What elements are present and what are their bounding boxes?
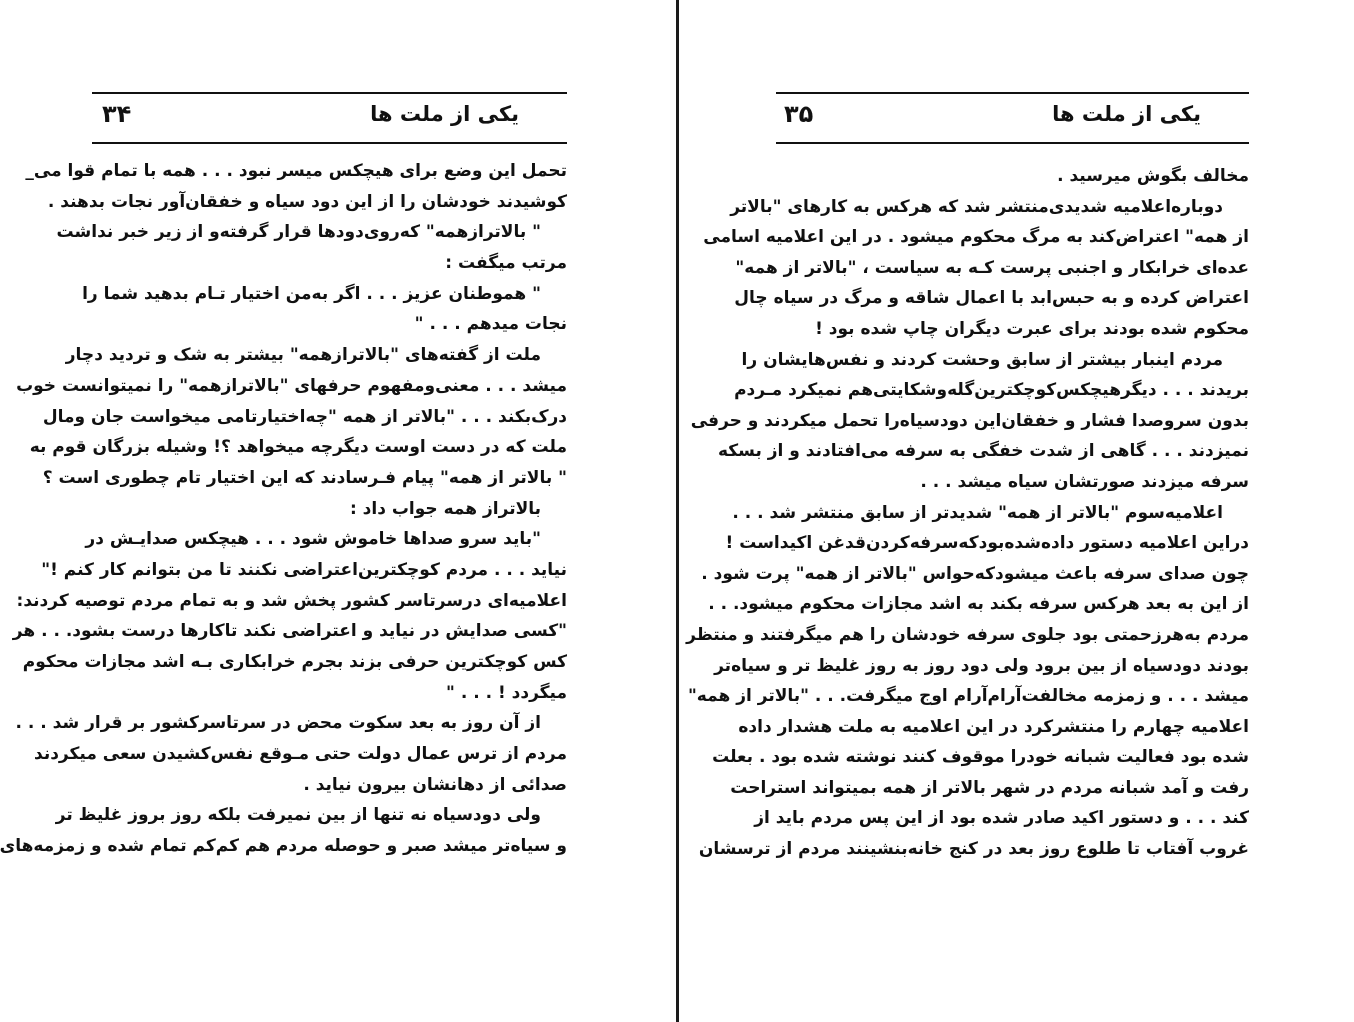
text-line: اعلامیه‌ای درسرتاسر کشور پخش شد و به تمام مردم توصیه کردند: (16, 590, 567, 611)
text-line: نیاید . . . مردم کوچکترین‌اعتراضی نکنند تا من بتوانم کار کنم !" (41, 559, 567, 580)
text-line: اعلامیه چهارم را منتشرکرد در این اعلامیه به ملت هشدار داده (738, 716, 1249, 737)
text-line: "کسی صدایش در نیاید و اعتراضی نکند تاکارها درست بشود. . . هر (12, 621, 567, 642)
text-line: کس کوچکترین حرفی بزند بجرم خرابکاری بـه اشد مجازات محکوم (22, 652, 567, 672)
left-page (0, 0, 567, 1022)
text-line: تحمل این وضع برای هیچکس میسر نبود . . . همه با تمام قوا می_ (25, 161, 567, 181)
text-line: محکوم شده بودند برای عبرت دیگران چاپ شده بود ! (815, 318, 1249, 339)
right-page (686, 0, 1249, 1022)
text-line: "باید سرو صداها خاموش شود . . . هیچکس صدایـش در (85, 529, 541, 550)
text-line: شده بود فعالیت شبانه خودرا موقوف کنند نوشته شده بود . بعلت (712, 747, 1249, 768)
left-running-title: یکی از ملت ها (370, 102, 519, 126)
text-line: صدائی از دهانشان بیرون نیاید . (303, 774, 567, 795)
text-line: دوباره‌اعلامیه شدیدی‌منتشر شد که هرکس به کارهای "بالاتر (730, 196, 1223, 217)
text-line: سرفه میزدند صورتشان سیاه میشد . . . (920, 471, 1249, 492)
text-line: " بالاترازهمه" که‌روی‌دودها قرار گرفته‌و از زیر خبر نداشت (56, 222, 541, 243)
text-line: میشد . . . و زمزمه مخالفت‌آرام‌آرام اوج میگرفت. . . "بالاتر از همه" (687, 686, 1249, 707)
text-line: مخالف بگوش میرسید . (1057, 166, 1249, 186)
text-line: بودند دودسیاه از بین برود ولی دود روز به روز غلیظ تر و سیاه‌تر (714, 655, 1249, 676)
text-line: و سیاه‌تر میشد صبر و حوصله مردم هم کم‌کم تمام شده و زمزمه‌های (0, 836, 567, 857)
right-page-body (686, 161, 1249, 865)
left-page-body (0, 156, 567, 862)
text-line: ولی دودسیاه نه تنها از بین نمیرفت بلکه روز بروز غلیظ تر (55, 805, 541, 826)
book-spine (676, 0, 679, 1022)
text-line: بدون سروصدا فشار و خفقان‌این دودسیاه‌را تحمل میکردند و حرفی (690, 410, 1249, 431)
text-line: ملت از گفته‌های "بالاترازهمه" بیشتر به شک و تردید دچار (65, 345, 541, 366)
text-line: درک‌بکند . . . "بالاتر از همه "چه‌اختیارتامی میخواست جان ومال (42, 406, 567, 427)
text-line: مردم از ترس عمال دولت حتی مـوقع نفس‌کشیدن سعی میکردند (34, 744, 567, 765)
text-line: " هموطنان عزیز . . . اگر به‌من اختیار تـام بدهید شما را (82, 283, 541, 304)
right-running-title: یکی از ملت ها (1052, 102, 1201, 126)
text-line: نجات میدهم . . . " (414, 314, 567, 335)
text-line: از آن روز به بعد سکوت محض در سرتاسرکشور بر قرار شد . . . (15, 713, 541, 734)
text-line: مردم اینبار بیشتر از سابق وحشت کردند و نفس‌هایشان را (741, 349, 1223, 370)
text-line: ملت که در دست اوست دیگرچه میخواهد ؟! وشیله بزرگان قوم به (29, 437, 567, 458)
text-line: رفت و آمد شبانه مردم در شهر بالاتر از همه بمیتواند استراحت (730, 777, 1249, 798)
text-line: مردم به‌هرزحمتی بود جلوی سرفه خودشان را هم میگرفتند و منتظر (686, 624, 1249, 645)
text-line: کند . . . و دستور اکید صادر شده بود از این پس مردم باید از (754, 808, 1249, 829)
text-line: از همه" اعتراض‌کند به مرگ محکوم میشود . در این اعلامیه اسامی (703, 227, 1249, 248)
text-line: کوشیدند خودشان را از این دود سیاه و خفقان‌آور نجات بدهند . (47, 191, 567, 212)
text-line: بریدند . . . دیگرهیچکس‌کوچکترین‌گلەوشکایتی‌هم نمیکرد مـردم (734, 380, 1249, 401)
text-line: اعتراض کرده و به حبس‌ابد با اعمال شاقه و مرگ در سیاه چال (734, 288, 1249, 309)
text-line: نمیزدند . . . گاهی از شدت خفگی به سرفه می‌افتادند و از بسکه (717, 441, 1249, 462)
right-page-header (776, 92, 1249, 144)
text-line: غروب آفتاب تا طلوع روز بعد در کنج خانه‌بنشینند مردم از ترسشان (698, 839, 1249, 860)
text-line: مرتب میگفت : (445, 253, 567, 274)
left-page-header (92, 92, 567, 144)
text-line: میگردد ! . . . " (446, 682, 567, 703)
text-line: عده‌ای خرابکار و اجنبی پرست کـه به سیاست ، "بالاتر از همه" (735, 257, 1249, 278)
left-page-number: ۳۴ (102, 100, 132, 128)
text-line: میشد . . . معنی‌ومفهوم حرفهای "بالاترازهمه" را نمیتوانست خوب (16, 375, 567, 396)
right-page-number: ۳۵ (784, 100, 814, 128)
text-line: دراین اعلامیه دستور داده‌شده‌بودکه‌سرفه‌کردن‌قدغن اکیداست ! (725, 533, 1249, 554)
text-line: بالاتراز همه جواب داد : (349, 498, 541, 519)
text-line: " بالاتر از همه" پیام فـرسادند که این اختیار تام چطوری است ؟ (42, 467, 567, 488)
text-line: چون صدای سرفه باعث میشودکه‌حواس "بالاتر از همه" پرت شود . (701, 563, 1249, 584)
text-line: اعلامیه‌سوم "بالاتر از همه" شدیدتر از سابق منتشر شد . . . (732, 502, 1223, 523)
text-line: از این به بعد هرکس سرفه بکند به اشد مجازات محکوم میشود. . . (708, 594, 1249, 615)
